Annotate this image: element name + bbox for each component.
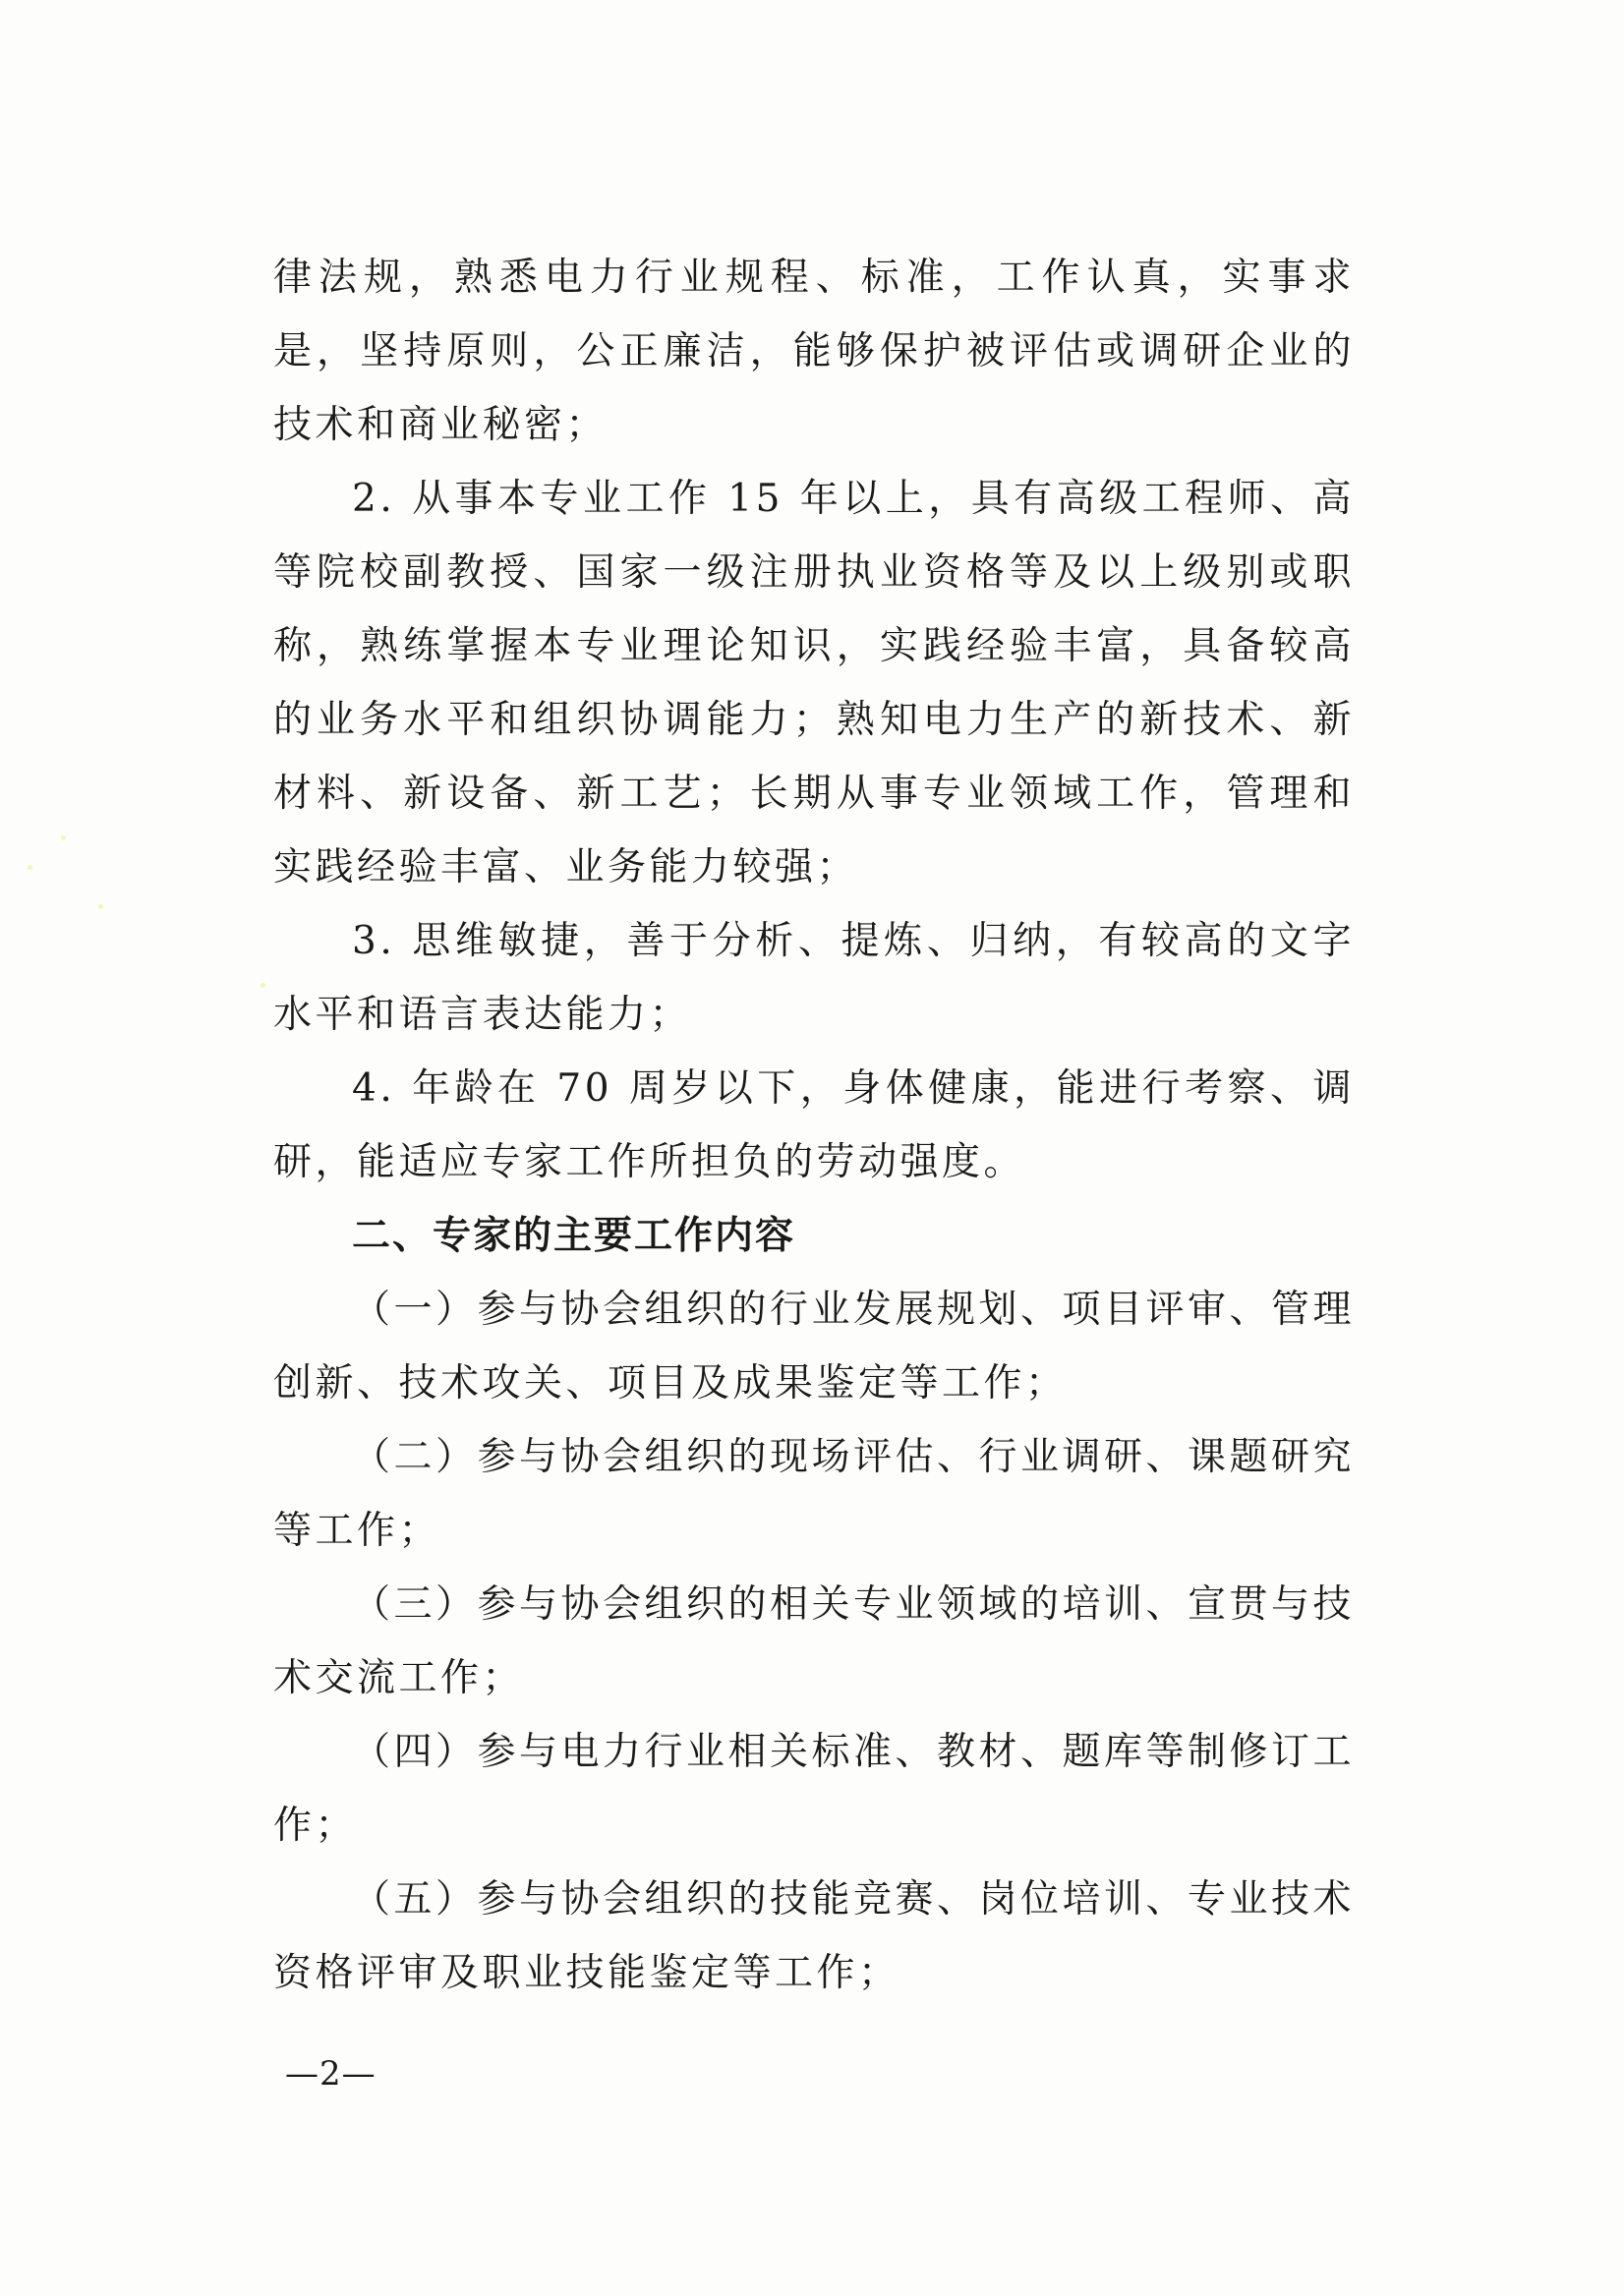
document-body	[273, 241, 1355, 2010]
scan-speck	[28, 865, 32, 870]
page-number: —2—	[285, 2054, 377, 2094]
paragraph-qualification-3: 3. 思维敏捷，善于分析、提炼、归纳，有较高的文字水平和语言表达能力；	[273, 919, 1355, 1037]
work-item-3: （三）参与协会组织的相关专业领域的培训、宣贯与技术交流工作；	[273, 1582, 1356, 1700]
work-item-5: （五）参与协会组织的技能竞赛、岗位培训、专业技术资格评审及职业技能鉴定等工作；	[273, 1877, 1356, 1995]
paragraph-qualification-2: 2. 从事本专业工作 15 年以上，具有高级工程师、高等院校副教授、国家一级注册执业资格等及以上级别或职称，熟练掌握本专业理论知识，实践经验丰富，具备较高的业务水平和组织协调能力；熟知电力生产的新技术、新材料、新设备、新工艺；长期从事专业领域工作，管理和实践经验丰富、业务能力较强；	[273, 477, 1355, 890]
scan-speck	[98, 904, 103, 909]
section-heading: 二、专家的主要工作内容	[352, 1214, 796, 1258]
work-item-2: （二）参与协会组织的现场评估、行业调研、课题研究等工作；	[273, 1435, 1356, 1553]
work-item-1: （一）参与协会组织的行业发展规划、项目评审、管理创新、技术攻关、项目及成果鉴定等工作；	[273, 1288, 1356, 1406]
scan-speck	[61, 835, 66, 840]
work-item-4: （四）参与电力行业相关标准、教材、题库等制修订工作；	[273, 1730, 1356, 1848]
paragraph-qualification-1-continued: 律法规，熟悉电力行业规程、标准，工作认真，实事求是，坚持原则，公正廉洁，能够保护被评估或调研企业的技术和商业秘密；	[273, 256, 1355, 447]
paragraph-qualification-4: 4. 年龄在 70 周岁以下，身体健康，能进行考察、调研，能适应专家工作所担负的劳动强度。	[273, 1066, 1355, 1184]
scan-speck	[261, 983, 265, 988]
